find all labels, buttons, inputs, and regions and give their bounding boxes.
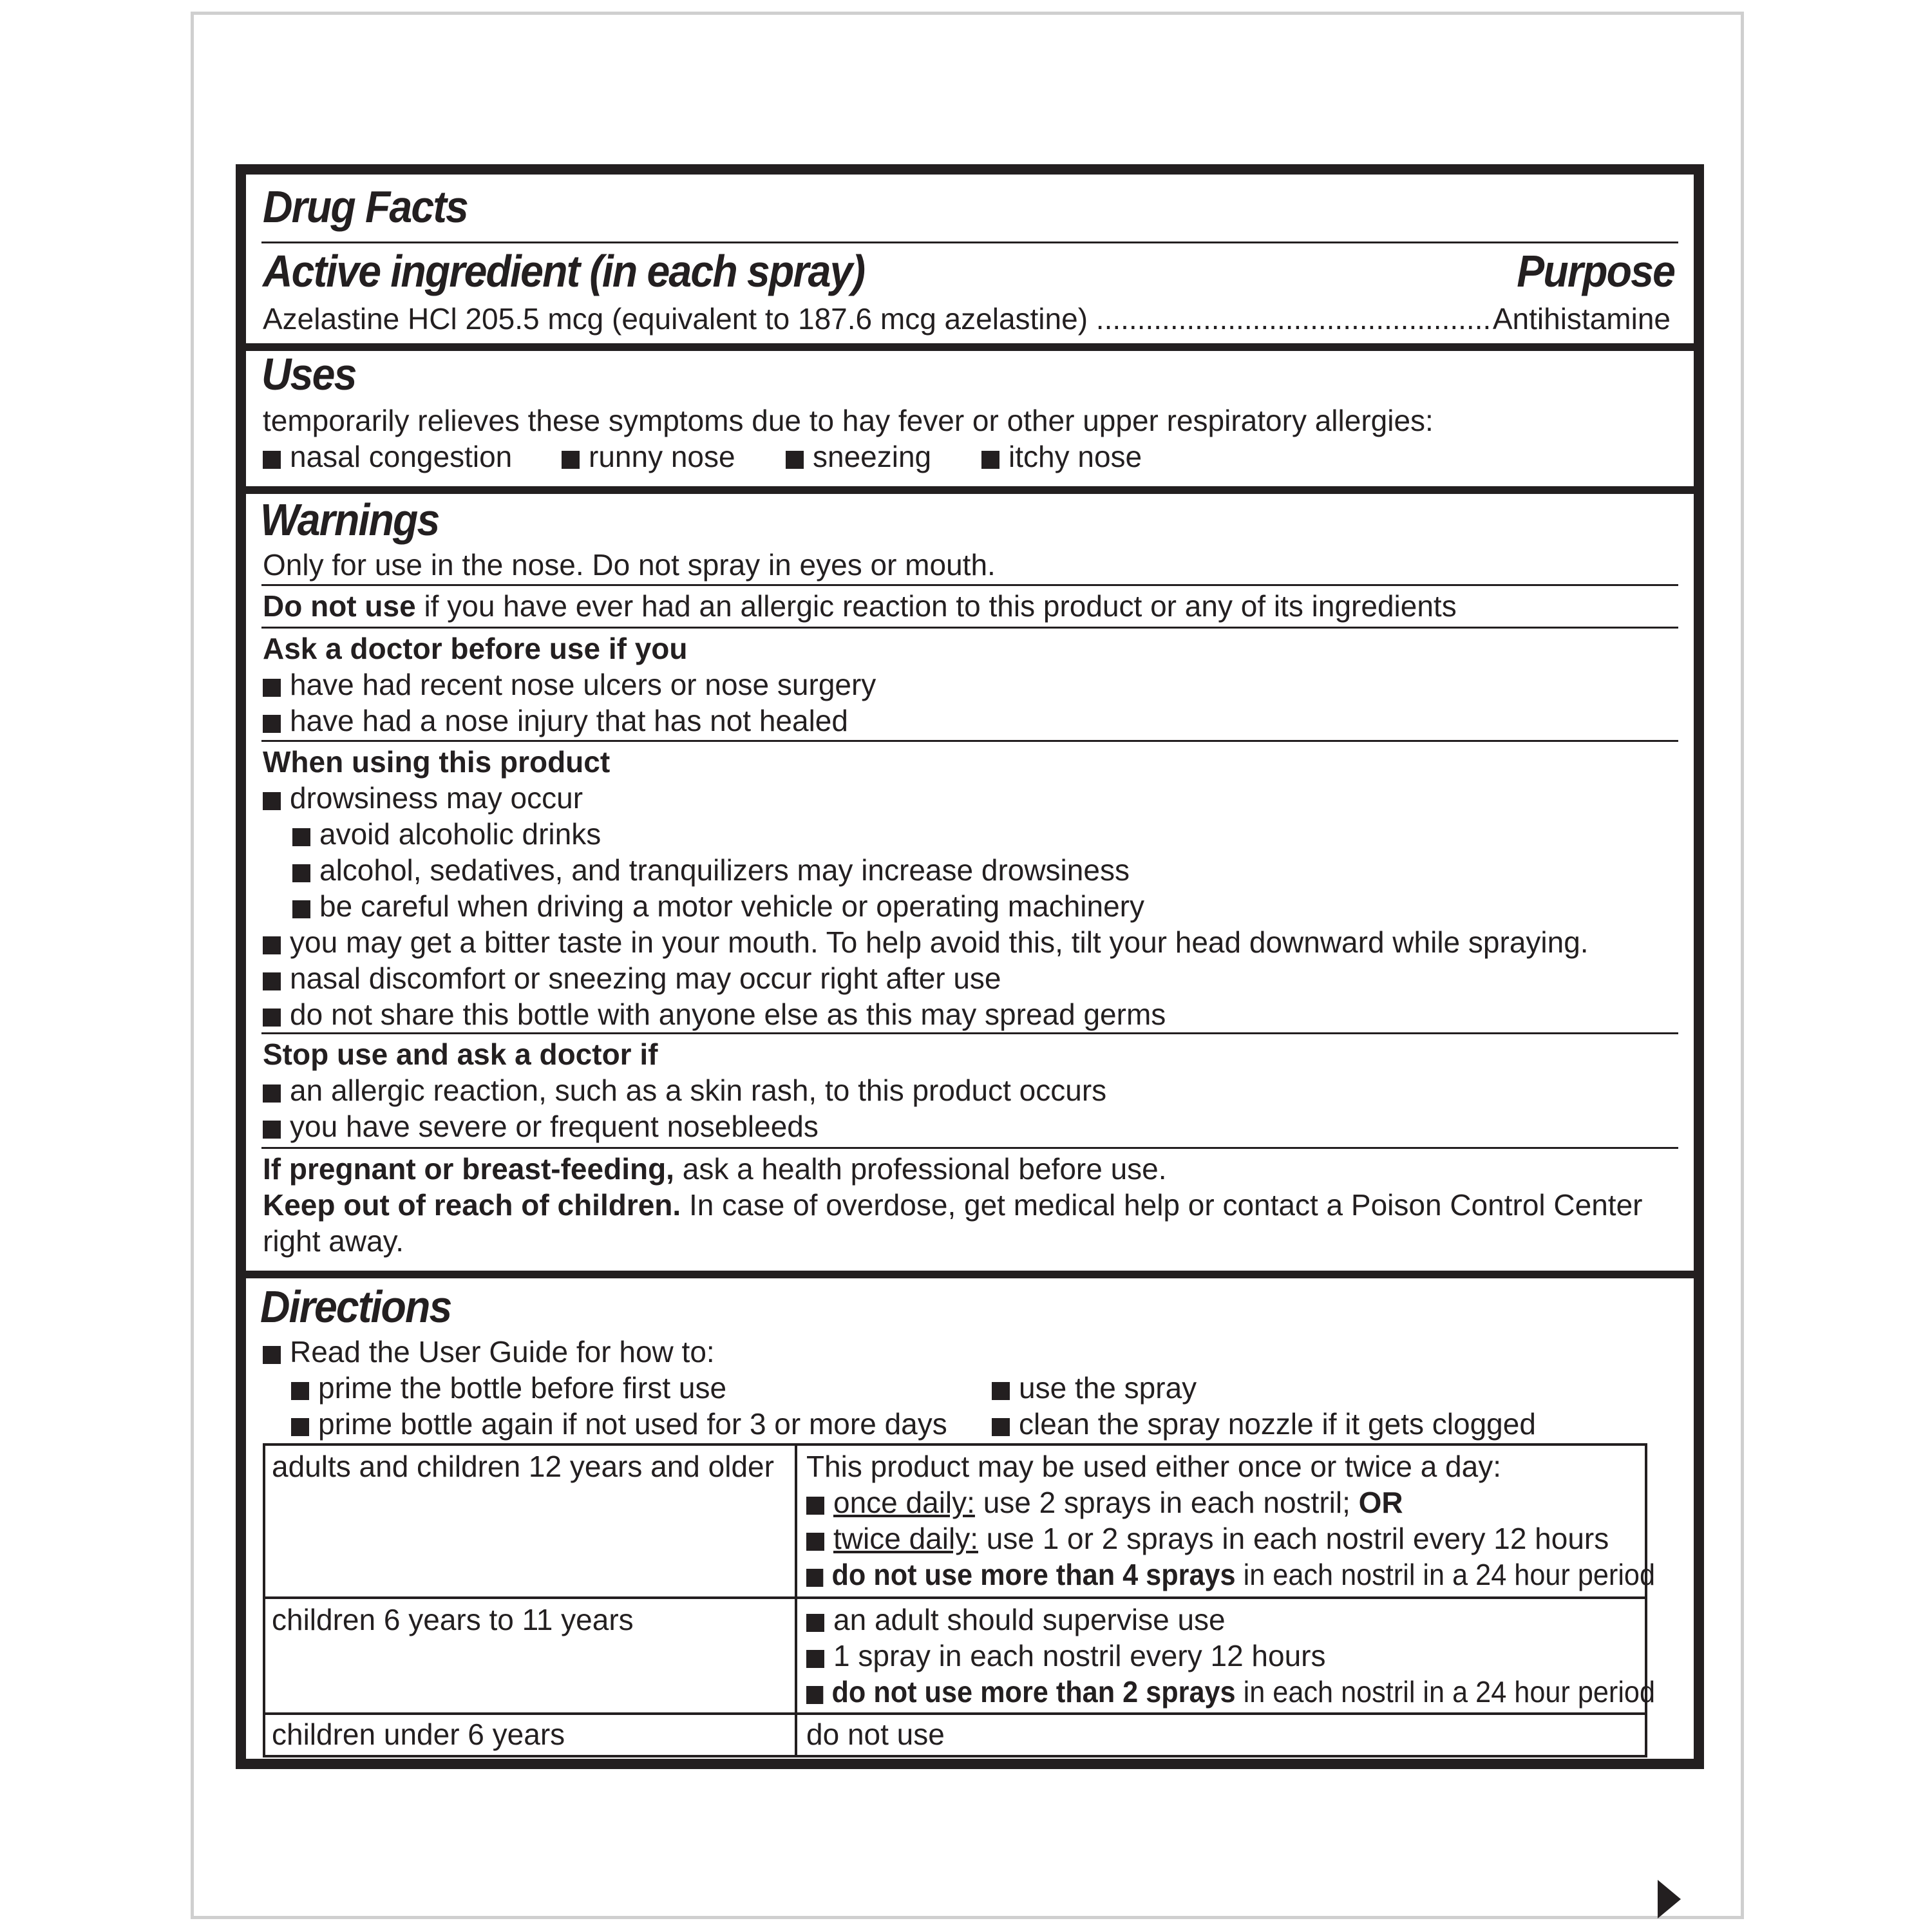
list-item: do not share this bottle with anyone else as this may spread germs — [263, 996, 1166, 1032]
drug-facts-panel — [236, 164, 1704, 1769]
directions-section — [246, 1278, 1694, 1759]
bullet-square-icon — [981, 451, 999, 469]
bullet-square-icon — [292, 900, 310, 918]
bullet-square-icon — [263, 1084, 281, 1103]
bullet-square-icon — [291, 1418, 309, 1436]
list-item: prime the bottle before first use — [291, 1370, 726, 1406]
drug-facts-title: Drug Facts — [263, 182, 468, 232]
when-using-heading: When using this product — [263, 745, 611, 779]
warnings-rule — [261, 627, 1678, 629]
list-item: you may get a bitter taste in your mouth. To help avoid this, tilt your head downward while spraying. — [263, 924, 1589, 960]
bullet-square-icon — [263, 1121, 281, 1139]
warnings-rule — [261, 740, 1678, 742]
table-row-label: adults and children 12 years and older — [272, 1450, 774, 1483]
list-item: drowsiness may occur — [263, 780, 583, 816]
bullet-square-icon — [992, 1382, 1010, 1400]
table-cell: an adult should supervise use — [806, 1602, 1226, 1638]
keep-out-warning: Keep out of reach of children. In case of overdose, get medical help or contact a Poison Control Center — [263, 1188, 1643, 1222]
warnings-nose-only: Only for use in the nose. Do not spray in eyes or mouth. — [263, 548, 996, 582]
bullet-square-icon — [263, 1346, 281, 1364]
warnings-rule — [261, 1032, 1678, 1034]
warnings-heading: Warnings — [260, 495, 439, 545]
use-item: sneezing — [786, 440, 931, 473]
list-item: Read the User Guide for how to: — [263, 1334, 715, 1370]
bullet-square-icon — [992, 1418, 1010, 1436]
table-row-label: children under 6 years — [272, 1718, 565, 1751]
use-item: nasal congestion — [263, 440, 512, 473]
list-item: be careful when driving a motor vehicle or operating machinery — [292, 888, 1144, 924]
list-item: nasal discomfort or sneezing may occur right after use — [263, 960, 1001, 996]
ingredient-text: Azelastine HCl 205.5 mcg (equivalent to 187.6 mcg azelastine) — [263, 302, 1088, 336]
bullet-square-icon — [263, 451, 281, 469]
use-item: runny nose — [562, 440, 735, 473]
table-cell: do not use more than 4 sprays in each nostril in a 24 hour period — [806, 1557, 1709, 1593]
dosage-table — [263, 1443, 1656, 1757]
bullet-square-icon — [806, 1650, 824, 1668]
do-not-use: Do not use if you have ever had an allergic reaction to this product or any of its ingredients — [263, 589, 1457, 623]
table-cell: do not use — [806, 1718, 945, 1751]
bullet-square-icon — [806, 1614, 824, 1632]
bullet-square-icon — [786, 451, 804, 469]
table-cell: once daily: use 2 sprays in each nostril; OR — [806, 1484, 1403, 1520]
uses-section — [246, 351, 1694, 494]
warnings-rule — [261, 584, 1678, 586]
purpose-value: Antihistamine — [1492, 302, 1671, 336]
title-rule — [261, 242, 1678, 243]
bullet-square-icon — [292, 864, 310, 882]
keep-out-warning-cont: right away. — [263, 1224, 404, 1258]
bullet-square-icon — [806, 1533, 824, 1551]
list-item: prime bottle again if not used for 3 or more days — [291, 1406, 947, 1442]
bullet-square-icon — [292, 828, 310, 846]
use-item: itchy nose — [981, 440, 1142, 473]
pregnant-warning: If pregnant or breast-feeding, ask a health professional before use. — [263, 1152, 1167, 1186]
warnings-section — [246, 494, 1694, 1278]
bullet-square-icon — [263, 936, 281, 954]
table-cell: twice daily: use 1 or 2 sprays in each nostril every 12 hours — [806, 1520, 1609, 1557]
table-cell: do not use more than 2 sprays in each nostril in a 24 hour period — [806, 1674, 1709, 1710]
bullet-square-icon — [291, 1382, 309, 1400]
bullet-square-icon — [263, 715, 281, 733]
table-cell: 1 spray in each nostril every 12 hours — [806, 1638, 1326, 1674]
table-cell: This product may be used either once or twice a day: — [806, 1450, 1502, 1483]
bullet-square-icon — [263, 1009, 281, 1027]
active-ingredient-heading: Active ingredient (in each spray) — [263, 246, 865, 296]
directions-heading: Directions — [260, 1282, 451, 1332]
stop-use-heading: Stop use and ask a doctor if — [263, 1037, 658, 1071]
uses-intro: temporarily relieves these symptoms due to hay fever or other upper respiratory allergies: — [263, 404, 1434, 437]
bullet-square-icon — [806, 1569, 823, 1587]
warnings-rule — [261, 1147, 1678, 1149]
list-item: you have severe or frequent nosebleeds — [263, 1108, 819, 1144]
list-item: clean the spray nozzle if it gets clogged — [992, 1406, 1536, 1442]
bullet-square-icon — [263, 792, 281, 810]
uses-list — [263, 439, 512, 475]
table-divider — [795, 1446, 797, 1755]
list-item: alcohol, sedatives, and tranquilizers may increase drowsiness — [292, 852, 1130, 888]
bullet-square-icon — [263, 679, 281, 697]
bullet-square-icon — [562, 451, 580, 469]
active-ingredient-line — [263, 301, 1491, 337]
table-divider — [265, 1596, 1645, 1599]
list-item: use the spray — [992, 1370, 1197, 1406]
uses-heading: Uses — [261, 349, 356, 399]
list-item: an allergic reaction, such as a skin rash, to this product occurs — [263, 1072, 1106, 1108]
table-row-label: children 6 years to 11 years — [272, 1603, 634, 1636]
table-divider — [265, 1712, 1645, 1715]
purpose-heading: Purpose — [1517, 246, 1674, 296]
active-ingredient-section — [246, 175, 1694, 351]
continue-arrow-icon — [1658, 1880, 1681, 1918]
bullet-square-icon — [263, 972, 281, 990]
ingredient-dots: ................................................ — [1095, 302, 1492, 336]
list-item: avoid alcoholic drinks — [292, 816, 601, 852]
list-item: have had a nose injury that has not healed — [263, 703, 848, 739]
list-item: have had recent nose ulcers or nose surgery — [263, 667, 876, 703]
ask-doctor-heading: Ask a doctor before use if you — [263, 632, 688, 665]
bullet-square-icon — [806, 1497, 824, 1515]
bullet-square-icon — [806, 1686, 823, 1704]
